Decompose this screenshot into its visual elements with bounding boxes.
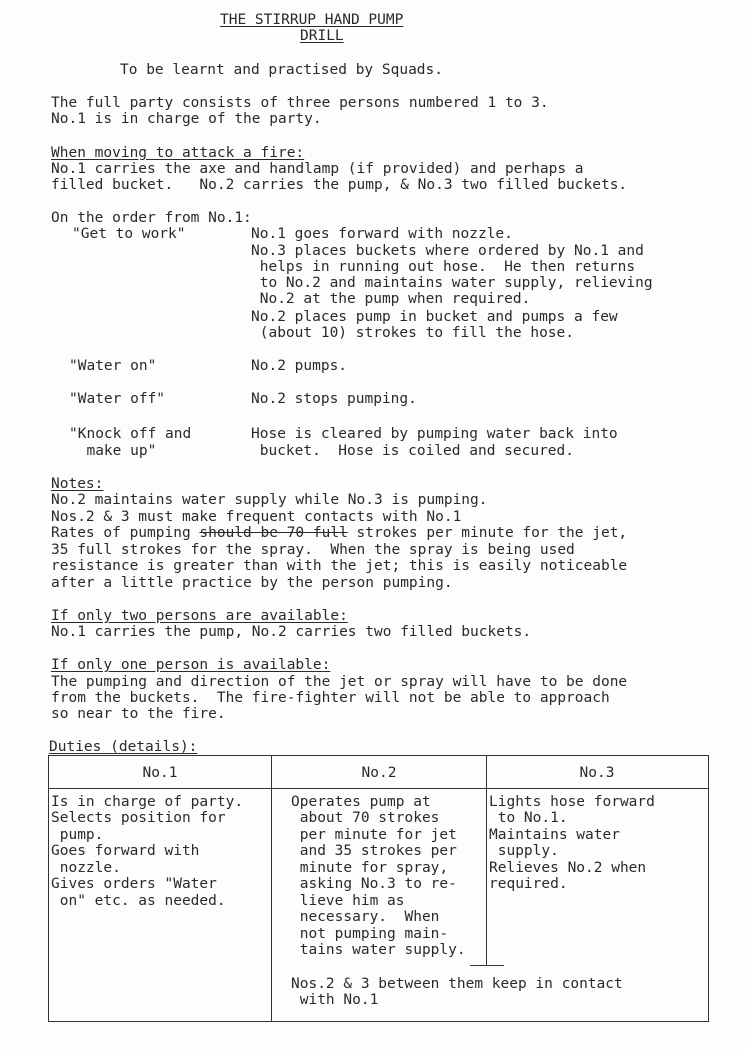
table-header-divider [48, 788, 709, 789]
party-line-1: The full party consists of three persons numbered 1 to 3. [51, 95, 549, 111]
page-title: THE STIRRUP HAND PUMP [220, 12, 404, 28]
col2-line: about 70 strokes [291, 810, 440, 826]
command-knock-off: "Knock off and [69, 426, 192, 442]
notes-line-5: resistance is greater than with the jet; this is easily noticeable [51, 558, 628, 574]
col1-line: Selects position for [51, 810, 226, 826]
party-line-2: No.1 is in charge of the party. [51, 111, 322, 127]
table-col-divider [271, 755, 272, 1022]
knock-off-action: bucket. Hose is coiled and secured. [251, 443, 575, 459]
notes-line-2: Nos.2 & 3 must make frequent contacts with No.1 [51, 509, 462, 525]
page-subtitle: DRILL [300, 28, 344, 44]
col1-line: pump. [51, 827, 104, 843]
notes-line-1: No.2 maintains water supply while No.3 is pumping. [51, 492, 488, 508]
one-person-line: so near to the fire. [51, 706, 226, 722]
water-on-action: No.2 pumps. [251, 358, 348, 374]
col1-line: Goes forward with [51, 843, 200, 859]
col3-line: to No.1. [489, 810, 568, 826]
col2-line: tains water supply. [291, 942, 466, 958]
col-header-no2: No.2 [361, 765, 397, 781]
notes-line-3a: Rates of pumping [51, 525, 200, 541]
table-col-divider [486, 755, 487, 965]
col3-line: Lights hose forward [489, 794, 655, 810]
col2-line: not pumping main- [291, 926, 449, 942]
col3-line: Relieves No.2 when [489, 860, 647, 876]
one-person-line: from the buckets. The fire-fighter will not be able to approach [51, 690, 610, 706]
two-persons-line: No.1 carries the pump, No.2 carries two filled buckets. [51, 624, 532, 640]
moving-line-2: filled bucket. No.2 carries the pump, & No.3 two filled buckets. [51, 177, 628, 193]
col3-line: required. [489, 876, 568, 892]
col2-line: asking No.3 to re- [291, 876, 457, 892]
col2-line: lieve him as [291, 893, 405, 909]
duties-heading: Duties (details): [49, 739, 198, 755]
col1-line: on" etc. as needed. [51, 893, 226, 909]
get-to-work-line: No.2 at the pump when required. [251, 291, 531, 307]
two-persons-heading: If only two persons are available: [51, 608, 348, 624]
command-water-off: "Water off" [69, 391, 166, 407]
col2-line: Operates pump at [291, 794, 431, 810]
notes-line-3 [51, 525, 627, 541]
col2-line: and 35 strokes per [291, 843, 457, 859]
notes-line-3b: strokes per minute for the jet, [347, 525, 628, 541]
col3-line: supply. [489, 843, 559, 859]
one-person-heading: If only one person is available: [51, 657, 331, 673]
get-to-work-line: to No.2 and maintains water supply, relieving [251, 275, 653, 291]
get-to-work-line: helps in running out hose. He then returns [251, 259, 636, 275]
col1-line: Gives orders "Water [51, 876, 217, 892]
notes-line-6: after a little practice by the person pumping. [51, 575, 453, 591]
col2-line: necessary. When [291, 909, 440, 925]
notes-line-3-strike: should be 70 full [199, 525, 348, 541]
notes-heading: Notes: [51, 476, 104, 492]
col2-underline [470, 965, 504, 966]
intro-text: To be learnt and practised by Squads. [120, 62, 444, 78]
col-header-no3: No.3 [579, 765, 615, 781]
get-to-work-line: (about 10) strokes to fill the hose. [251, 325, 575, 341]
col-header-no1: No.1 [142, 765, 178, 781]
one-person-line: The pumping and direction of the jet or spray will have to be done [51, 674, 628, 690]
orders-heading: On the order from No.1: [51, 210, 252, 226]
moving-line-1: No.1 carries the axe and handlamp (if provided) and perhaps a [51, 161, 584, 177]
table-footer-line: Nos.2 & 3 between them keep in contact [291, 976, 623, 992]
col3-line: Maintains water [489, 827, 620, 843]
col2-line: minute for spray, [291, 860, 449, 876]
get-to-work-line: No.1 goes forward with nozzle. [251, 226, 513, 242]
knock-off-action: Hose is cleared by pumping water back into [251, 426, 618, 442]
moving-heading: When moving to attack a fire: [51, 145, 305, 161]
col2-line: per minute for jet [291, 827, 457, 843]
command-water-on: "Water on" [69, 358, 157, 374]
get-to-work-line: No.3 places buckets where ordered by No.1 and [251, 243, 644, 259]
table-footer-line: with No.1 [291, 992, 379, 1008]
command-knock-off: make up" [69, 443, 157, 459]
water-off-action: No.2 stops pumping. [251, 391, 417, 407]
notes-line-4: 35 full strokes for the spray. When the spray is being used [51, 542, 575, 558]
col1-line: nozzle. [51, 860, 121, 876]
get-to-work-line: No.2 places pump in bucket and pumps a few [251, 309, 618, 325]
command-get-to-work: "Get to work" [72, 226, 186, 242]
col1-line: Is in charge of party. [51, 794, 244, 810]
